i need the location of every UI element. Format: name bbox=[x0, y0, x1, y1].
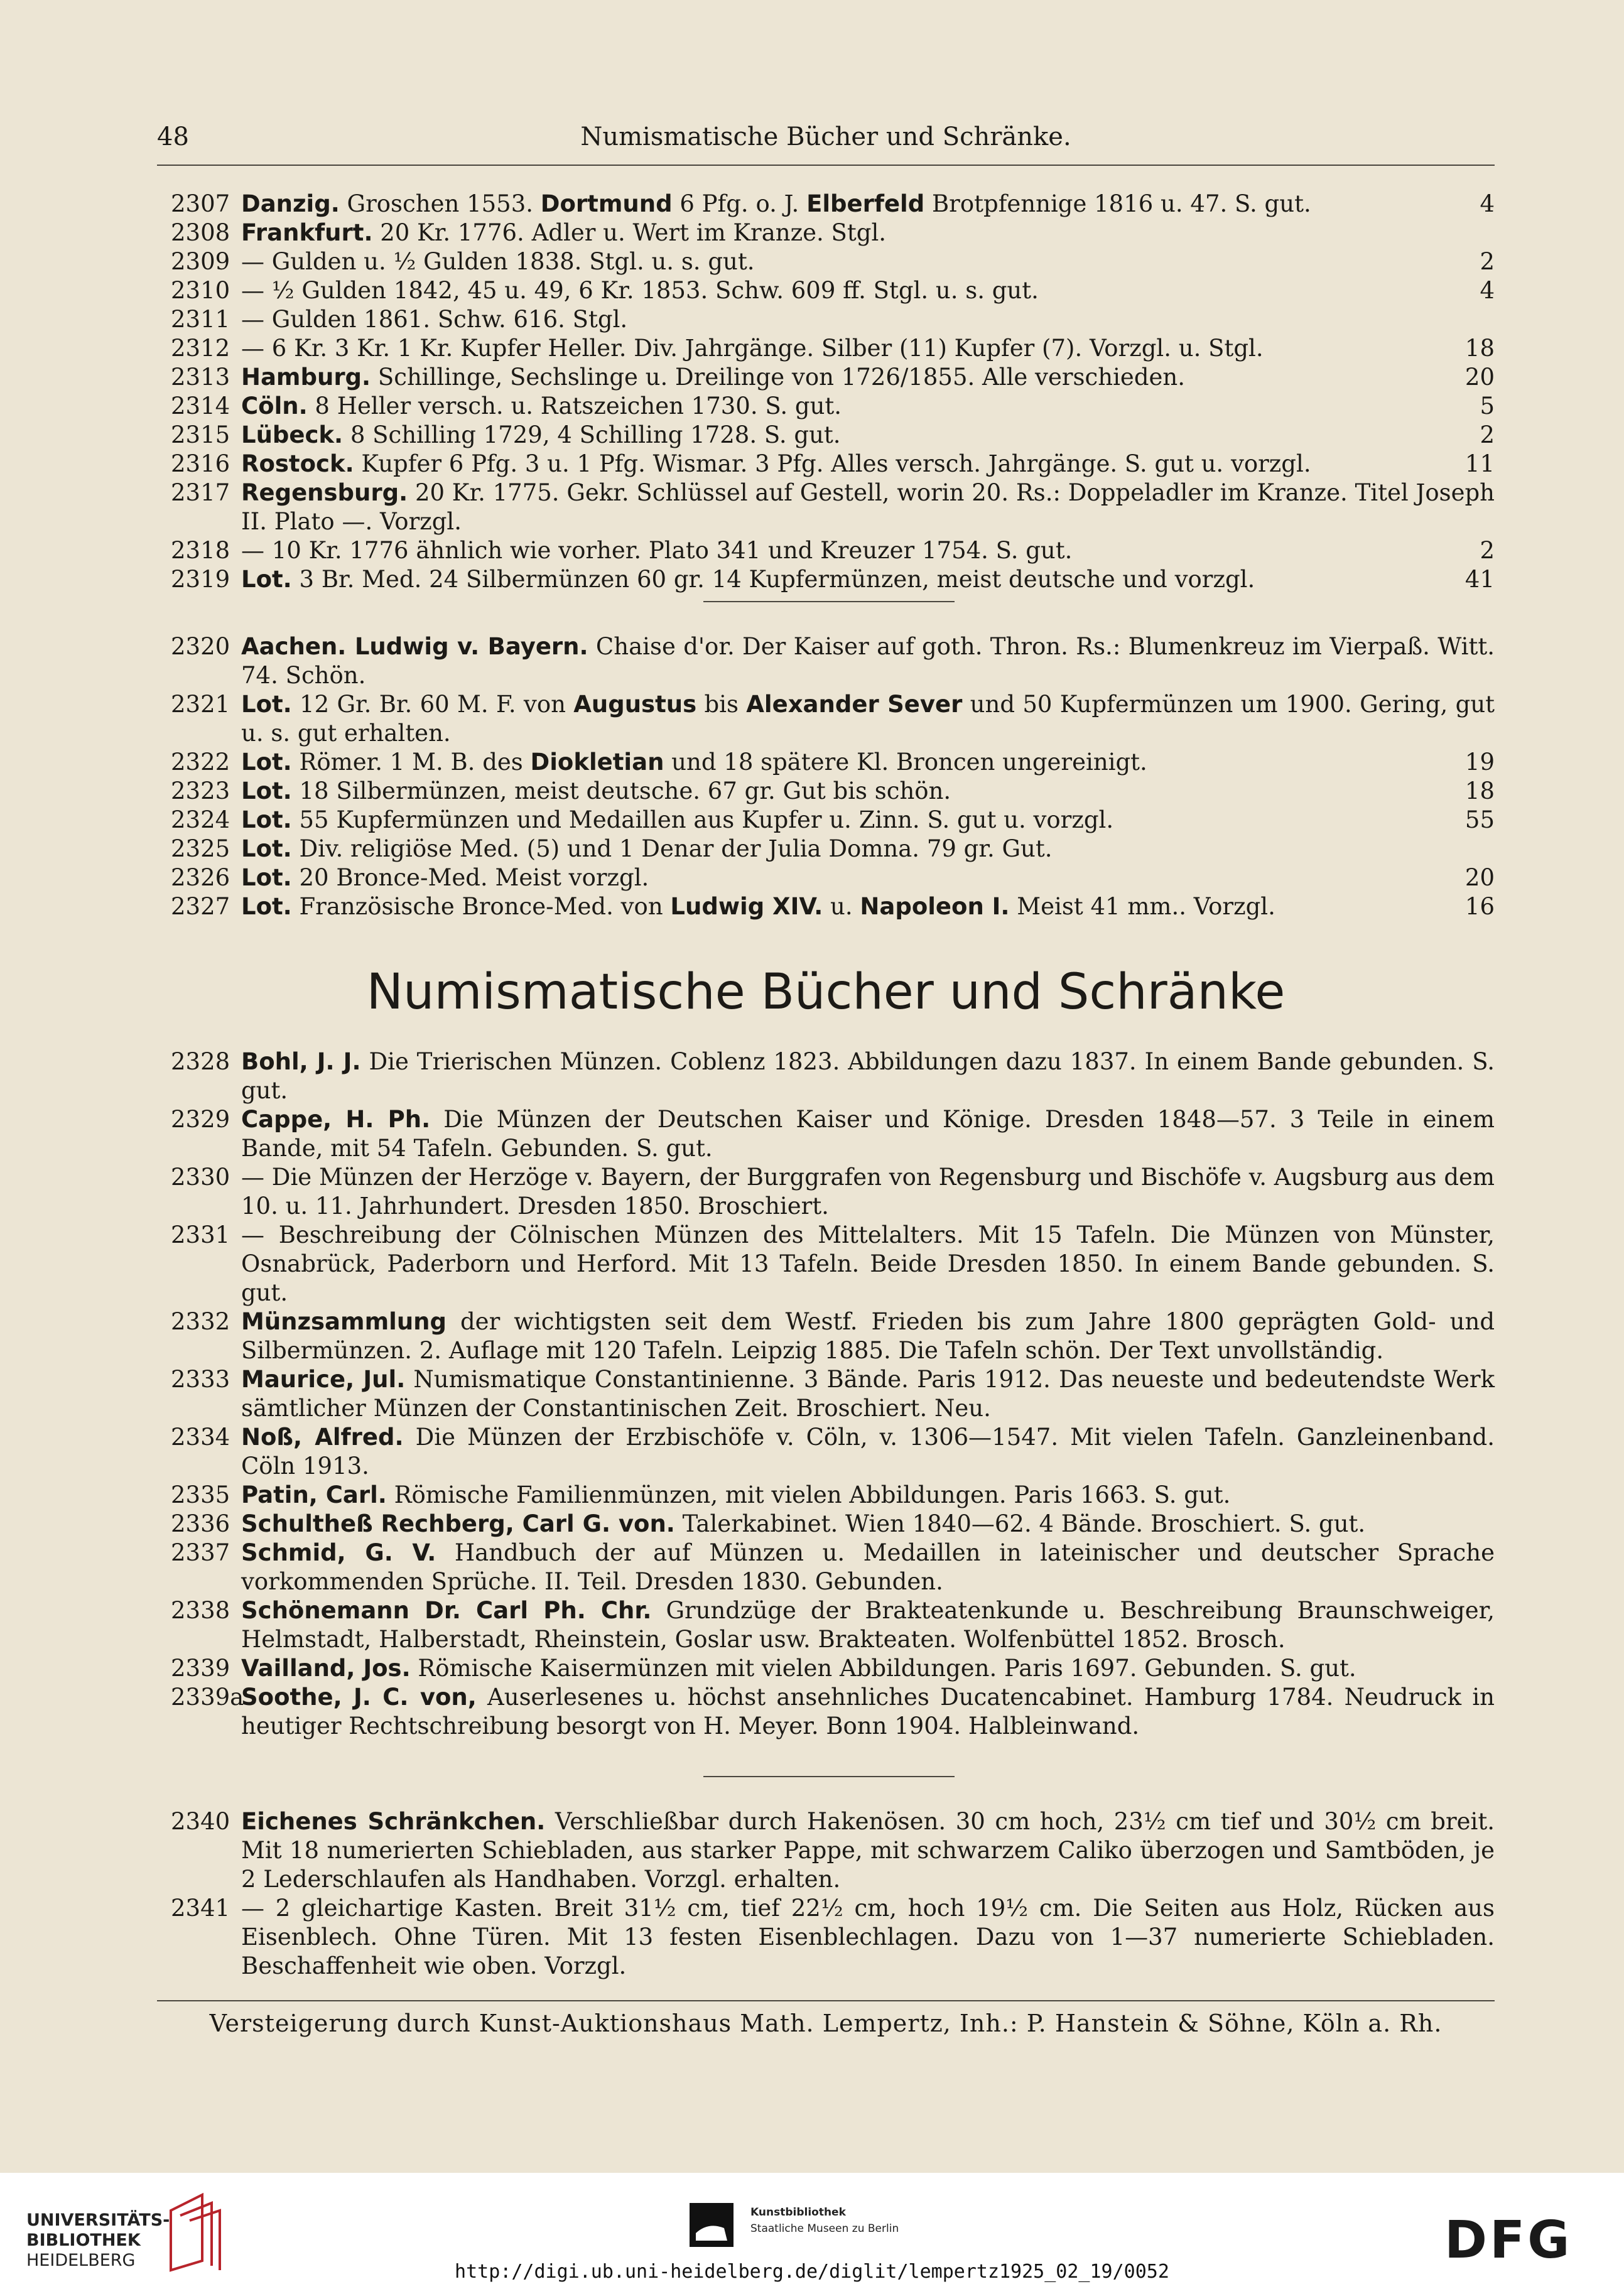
lot-keyword: Lübeck. bbox=[241, 421, 344, 448]
lot-number: 2315 bbox=[171, 421, 230, 448]
section-divider bbox=[703, 1776, 955, 1777]
kb-subtitle: Staatliche Museen zu Berlin bbox=[750, 2222, 899, 2235]
lot-number: 2339 bbox=[171, 1655, 230, 1682]
lot-keyword: Schultheß Rechberg, Carl G. von. bbox=[241, 1510, 675, 1537]
logo-line-1: UNIVERSITÄTS- bbox=[26, 2211, 170, 2230]
lot-description: Numismatique Constantinienne. 3 Bände. Paris 1912. Das neueste und bedeutendste Werk sämtlicher Münzen der Constantinischen Zeit. Broschiert. Neu. bbox=[241, 1366, 1495, 1422]
lot-keyword: Noß, Alfred. bbox=[241, 1424, 404, 1451]
lot-keyword: Lot. bbox=[241, 777, 292, 804]
lot-keyword: Diokletian bbox=[530, 749, 664, 776]
lot-description: Div. religiöse Med. (5) und 1 Denar der Julia Domna. 79 gr. Gut. bbox=[291, 835, 1053, 862]
lot-description: Groschen 1553. bbox=[339, 190, 541, 217]
lot-entry bbox=[157, 1894, 1495, 1981]
lot-keyword: Ludwig XIV. bbox=[670, 893, 823, 920]
lot-entry bbox=[157, 536, 1495, 565]
lot-description: 18 Silbermünzen, meist deutsche. 67 gr. Gut bis schön. bbox=[291, 777, 951, 804]
lot-entry bbox=[157, 835, 1495, 863]
lot-description: Römer. 1 M. B. des bbox=[291, 749, 531, 776]
lot-number: 2309 bbox=[171, 248, 230, 275]
lot-description: — Gulden u. ½ Gulden 1838. Stgl. u. s. gut. bbox=[241, 248, 755, 275]
lot-entry bbox=[157, 363, 1495, 392]
lot-description: 3 Br. Med. 24 Silbermünzen 60 gr. 14 Kupfermünzen, meist deutsche und vorzgl. bbox=[291, 566, 1255, 593]
lot-description: Grundzüge der Brakteatenkunde u. Beschreibung Braunschweiger, Helmstadt, Halberstadt, Rheinstein, Goslar usw. Brakteaten. Wolfenbüttel 1852. Brosch. bbox=[241, 1597, 1495, 1653]
lot-description: — 10 Kr. 1776 ähnlich wie vorher. Plato 341 und Kreuzer 1754. S. gut. bbox=[241, 537, 1073, 564]
lot-price: 5 bbox=[1480, 392, 1495, 419]
lot-description: — 2 gleichartige Kasten. Breit 31½ cm, tief 22½ cm, hoch 19½ cm. Die Seiten aus Holz, Rücken aus Eisenblech. Ohne Türen. Mit 13 festen Eisenblechlagen. Dazu von 1—37 numerierte Schiebladen. Beschaffenheit wie oben. Vorzgl. bbox=[241, 1895, 1495, 1979]
lot-description: und 50 Kupfermünzen um 1900. Gering, gut u. s. gut erhalten. bbox=[241, 691, 1495, 747]
lot-number: 2334 bbox=[171, 1424, 230, 1451]
lot-price: 11 bbox=[1464, 450, 1495, 477]
lot-entry bbox=[157, 1221, 1495, 1307]
lot-number: 2313 bbox=[171, 364, 230, 391]
lot-entry bbox=[157, 1163, 1495, 1221]
lot-keyword: Cöln. bbox=[241, 392, 308, 419]
lot-entry bbox=[157, 276, 1495, 305]
lot-keyword: Cappe, H. Ph. bbox=[241, 1106, 431, 1133]
lot-number: 2326 bbox=[171, 864, 230, 891]
lot-keyword: Lot. bbox=[241, 893, 292, 920]
lot-number: 2340 bbox=[171, 1808, 230, 1835]
kunstbibliothek-logo-text bbox=[750, 2204, 899, 2237]
lot-description: Die Münzen der Erzbischöfe v. Cöln, v. 1306—1547. Mit vielen Tafeln. Ganzleinenband. Cöln 1913. bbox=[241, 1424, 1495, 1480]
lot-price: 18 bbox=[1464, 777, 1495, 804]
lot-keyword: Napoleon I. bbox=[860, 893, 1010, 920]
lot-keyword: Münzsammlung bbox=[241, 1308, 447, 1335]
kb-title: Kunstbibliothek bbox=[750, 2206, 846, 2219]
lot-keyword: Hamburg. bbox=[241, 364, 371, 391]
footer-rule bbox=[157, 2000, 1495, 2001]
lot-description: Meist 41 mm.. Vorzgl. bbox=[1009, 893, 1275, 920]
lot-price: 41 bbox=[1464, 566, 1495, 593]
lot-number: 2323 bbox=[171, 777, 230, 804]
lot-entry bbox=[157, 863, 1495, 892]
kunstbibliothek-icon bbox=[690, 2203, 734, 2247]
lot-list-misc-coins bbox=[157, 632, 1495, 921]
lot-keyword: Lot. bbox=[241, 566, 292, 593]
lot-entry bbox=[157, 1047, 1495, 1105]
lot-keyword: Patin, Carl. bbox=[241, 1481, 387, 1508]
lot-number: 2331 bbox=[171, 1221, 230, 1248]
lot-keyword: Elberfeld bbox=[806, 190, 925, 217]
lot-entry bbox=[157, 1596, 1495, 1654]
lot-description: Handbuch der auf Münzen u. Medaillen in lateinischer und deutscher Sprache vorkommenden Sprüche. II. Teil. Dresden 1830. Gebunden. bbox=[241, 1539, 1495, 1595]
lot-keyword: Lot. bbox=[241, 806, 292, 833]
lot-keyword: Schmid, G. V. bbox=[241, 1539, 436, 1566]
lot-number: 2336 bbox=[171, 1510, 230, 1537]
lot-number: 2317 bbox=[171, 479, 230, 506]
lot-description: Die Trierischen Münzen. Coblenz 1823. Abbildungen dazu 1837. In einem Bande gebunden. S. gut. bbox=[241, 1048, 1495, 1104]
lot-entry bbox=[157, 1683, 1495, 1741]
lot-number: 2328 bbox=[171, 1048, 230, 1075]
lot-entry bbox=[157, 565, 1495, 594]
lot-keyword: Alexander Sever bbox=[746, 691, 963, 718]
lot-number: 2339a bbox=[171, 1684, 244, 1711]
lot-keyword: Lot. bbox=[241, 749, 292, 776]
lot-description: Auserlesenes u. höchst ansehnliches Ducatencabinet. Hamburg 1784. Neudruck in heutiger Rechtschreibung besorgt von H. Meyer. Bonn 1904. Halbleinwand. bbox=[241, 1684, 1495, 1740]
lot-number: 2318 bbox=[171, 537, 230, 564]
lot-keyword: Bohl, J. J. bbox=[241, 1048, 361, 1075]
lot-description: Die Münzen der Deutschen Kaiser und Könige. Dresden 1848—57. 3 Teile in einem Bande, mit 54 Tafeln. Gebunden. S. gut. bbox=[241, 1106, 1495, 1162]
lot-entry bbox=[157, 1365, 1495, 1423]
digitization-bar bbox=[0, 2173, 1624, 2289]
lot-entry bbox=[157, 632, 1495, 690]
lot-keyword: Danzig. bbox=[241, 190, 340, 217]
lot-keyword: Rostock. bbox=[241, 450, 354, 477]
lot-description: Französische Bronce-Med. von bbox=[291, 893, 671, 920]
lot-entry bbox=[157, 892, 1495, 921]
lot-number: 2319 bbox=[171, 566, 230, 593]
header-rule bbox=[157, 165, 1495, 166]
permalink-url[interactable]: http://digi.ub.uni-heidelberg.de/diglit/lempertz1925_02_19/0052 bbox=[455, 2261, 1169, 2283]
lot-list-cabinets bbox=[157, 1807, 1495, 1981]
lot-keyword: Regensburg. bbox=[241, 479, 408, 506]
lot-entry bbox=[157, 1307, 1495, 1365]
lot-number: 2333 bbox=[171, 1366, 230, 1393]
lot-description: 12 Gr. Br. 60 M. F. von bbox=[291, 691, 574, 718]
lot-entry bbox=[157, 1105, 1495, 1163]
lot-entry bbox=[157, 334, 1495, 363]
lot-number: 2341 bbox=[171, 1895, 230, 1922]
lot-description: der wichtigsten seit dem Westf. Frieden bis zum Jahre 1800 geprägten Gold- und Silbermünzen. 2. Auflage mit 120 Tafeln. Leipzig 1885. Die Tafeln schön. Der Text unvollständig. bbox=[241, 1308, 1495, 1364]
lot-keyword: Eichenes Schränkchen. bbox=[241, 1808, 546, 1835]
lot-description: Verschließbar durch Hakenösen. 30 cm hoch, 23½ cm tief und 30½ cm breit. Mit 18 numerierten Schiebladen, aus starker Pappe, mit schwarzem Caliko überzogen und Samtböden, je 2 Lederschlaufen als Handhaben. Vorzgl. erhalten. bbox=[241, 1808, 1495, 1893]
lot-price: 16 bbox=[1464, 893, 1495, 920]
lot-keyword: Lot. bbox=[241, 691, 292, 718]
lot-description: — Beschreibung der Cölnischen Münzen des Mittelalters. Mit 15 Tafeln. Die Münzen von Münster, Osnabrück, Paderborn und Herford. Mit 13 Tafeln. Beide Dresden 1850. In einem Bande gebunden. S. gut. bbox=[241, 1221, 1495, 1306]
page-number: 48 bbox=[157, 122, 189, 151]
lot-entry bbox=[157, 450, 1495, 479]
lot-price: 19 bbox=[1464, 749, 1495, 776]
lot-price: 2 bbox=[1480, 248, 1495, 275]
lot-number: 2329 bbox=[171, 1106, 230, 1133]
lot-entry bbox=[157, 392, 1495, 421]
lot-entry bbox=[157, 806, 1495, 835]
lot-price: 20 bbox=[1464, 864, 1495, 891]
lot-keyword: Augustus bbox=[573, 691, 697, 718]
dfg-logo: DFG bbox=[1444, 2211, 1573, 2270]
lot-keyword: Aachen. Ludwig v. Bayern. bbox=[241, 633, 588, 660]
lot-number: 2321 bbox=[171, 691, 230, 718]
lot-number: 2308 bbox=[171, 219, 230, 246]
lot-price: 4 bbox=[1480, 190, 1495, 217]
lot-entry bbox=[157, 1423, 1495, 1481]
lot-description: 20 Bronce-Med. Meist vorzgl. bbox=[291, 864, 649, 891]
lot-entry bbox=[157, 305, 1495, 334]
lot-keyword: Lot. bbox=[241, 864, 292, 891]
lot-entry bbox=[157, 190, 1495, 219]
lot-number: 2324 bbox=[171, 806, 230, 833]
lot-description: Talerkabinet. Wien 1840—62. 4 Bände. Broschiert. S. gut. bbox=[674, 1510, 1366, 1537]
lot-keyword: Lot. bbox=[241, 835, 292, 862]
logo-line-3: HEIDELBERG bbox=[26, 2251, 136, 2270]
lot-entry bbox=[157, 479, 1495, 536]
lot-description: — Die Münzen der Herzöge v. Bayern, der Burggrafen von Regensburg und Bischöfe v. Augsburg aus dem 10. u. 11. Jahrhundert. Dresden 1850. Broschiert. bbox=[241, 1164, 1495, 1220]
lot-entry bbox=[157, 421, 1495, 450]
logo-line-2: BIBLIOTHEK bbox=[26, 2231, 141, 2250]
lot-description: Römische Familienmünzen, mit vielen Abbildungen. Paris 1663. S. gut. bbox=[386, 1481, 1231, 1508]
lot-description: Chaise d'or. Der Kaiser auf goth. Thron. Rs.: Blumenkreuz im Vierpaß. Witt. 74. Schön. bbox=[241, 633, 1495, 689]
lot-description: Schillinge, Sechslinge u. Dreilinge von 1726/1855. Alle verschieden. bbox=[371, 364, 1185, 391]
lot-price: 4 bbox=[1480, 277, 1495, 304]
lot-number: 2320 bbox=[171, 633, 230, 660]
lot-keyword: Frankfurt. bbox=[241, 219, 373, 246]
lot-price: 18 bbox=[1464, 335, 1495, 362]
lot-description: bis bbox=[696, 691, 747, 718]
lot-description: Kupfer 6 Pfg. 3 u. 1 Pfg. Wismar. 3 Pfg. Alles versch. Jahrgänge. S. gut u. vorzgl. bbox=[354, 450, 1311, 477]
lot-number: 2332 bbox=[171, 1308, 230, 1335]
lot-keyword: Dortmund bbox=[540, 190, 673, 217]
lot-entry bbox=[157, 777, 1495, 806]
lot-description: Römische Kaisermünzen mit vielen Abbildungen. Paris 1697. Gebunden. S. gut. bbox=[410, 1655, 1356, 1682]
auction-house-footer: Versteigerung durch Kunst-Auktionshaus Math. Lempertz, Inh.: P. Hanstein & Söhne, Köln a. Rh. bbox=[209, 2010, 1443, 2037]
lot-description: Brotpfennige 1816 u. 47. S. gut. bbox=[924, 190, 1311, 217]
lot-description: 8 Heller versch. u. Ratszeichen 1730. S. gut. bbox=[307, 392, 842, 419]
lot-entry bbox=[157, 690, 1495, 748]
lot-entry bbox=[157, 247, 1495, 276]
lot-price: 2 bbox=[1480, 537, 1495, 564]
lot-description: 20 Kr. 1776. Adler u. Wert im Kranze. Stgl. bbox=[372, 219, 887, 246]
lot-description: u. bbox=[823, 893, 860, 920]
lot-number: 2312 bbox=[171, 335, 230, 362]
lot-number: 2335 bbox=[171, 1481, 230, 1508]
page-header bbox=[157, 122, 1495, 160]
lot-price: 55 bbox=[1464, 806, 1495, 833]
lot-entry bbox=[157, 1481, 1495, 1510]
lot-description: — Gulden 1861. Schw. 616. Stgl. bbox=[241, 306, 628, 333]
lot-description: und 18 spätere Kl. Broncen ungereinigt. bbox=[664, 749, 1147, 776]
lot-entry bbox=[157, 1807, 1495, 1894]
lot-keyword: Maurice, Jul. bbox=[241, 1366, 406, 1393]
section-divider bbox=[703, 601, 955, 602]
lot-entry bbox=[157, 1654, 1495, 1683]
lot-number: 2330 bbox=[171, 1164, 230, 1191]
lot-entry bbox=[157, 1510, 1495, 1539]
lot-price: 2 bbox=[1480, 421, 1495, 448]
lot-number: 2314 bbox=[171, 392, 230, 419]
lot-keyword: Soothe, J. C. von, bbox=[241, 1684, 477, 1711]
lot-description: 6 Pfg. o. J. bbox=[672, 190, 807, 217]
lot-list-books bbox=[157, 1047, 1495, 1741]
lot-description: 8 Schilling 1729, 4 Schilling 1728. S. gut. bbox=[343, 421, 841, 448]
lot-description: — 6 Kr. 3 Kr. 1 Kr. Kupfer Heller. Div. Jahrgänge. Silber (11) Kupfer (7). Vorzgl. u. Stgl. bbox=[241, 335, 1264, 362]
running-title: Numismatische Bücher und Schränke. bbox=[580, 122, 1071, 151]
lot-number: 2337 bbox=[171, 1539, 230, 1566]
section-title: Numismatische Bücher und Schränke bbox=[366, 964, 1286, 1020]
lot-number: 2316 bbox=[171, 450, 230, 477]
lot-description: 20 Kr. 1775. Gekr. Schlüssel auf Gestell, worin 20. Rs.: Doppeladler im Kranze. Titel Joseph II. Plato —. Vorzgl. bbox=[241, 479, 1495, 535]
lot-number: 2327 bbox=[171, 893, 230, 920]
lot-number: 2307 bbox=[171, 190, 230, 217]
lot-number: 2322 bbox=[171, 749, 230, 776]
lot-number: 2325 bbox=[171, 835, 230, 862]
lot-entry bbox=[157, 748, 1495, 777]
lot-description: — ½ Gulden 1842, 45 u. 49, 6 Kr. 1853. Schw. 609 ff. Stgl. u. s. gut. bbox=[241, 277, 1039, 304]
lot-entry bbox=[157, 1539, 1495, 1596]
lot-keyword: Vailland, Jos. bbox=[241, 1655, 411, 1682]
lot-number: 2338 bbox=[171, 1597, 230, 1624]
lot-keyword: Schönemann Dr. Carl Ph. Chr. bbox=[241, 1597, 652, 1624]
lot-number: 2310 bbox=[171, 277, 230, 304]
lot-price: 20 bbox=[1464, 364, 1495, 391]
lot-description: 55 Kupfermünzen und Medaillen aus Kupfer u. Zinn. S. gut u. vorzgl. bbox=[291, 806, 1114, 833]
lot-list-coins-germany bbox=[157, 190, 1495, 594]
lot-number: 2311 bbox=[171, 306, 230, 333]
lot-entry bbox=[157, 219, 1495, 247]
